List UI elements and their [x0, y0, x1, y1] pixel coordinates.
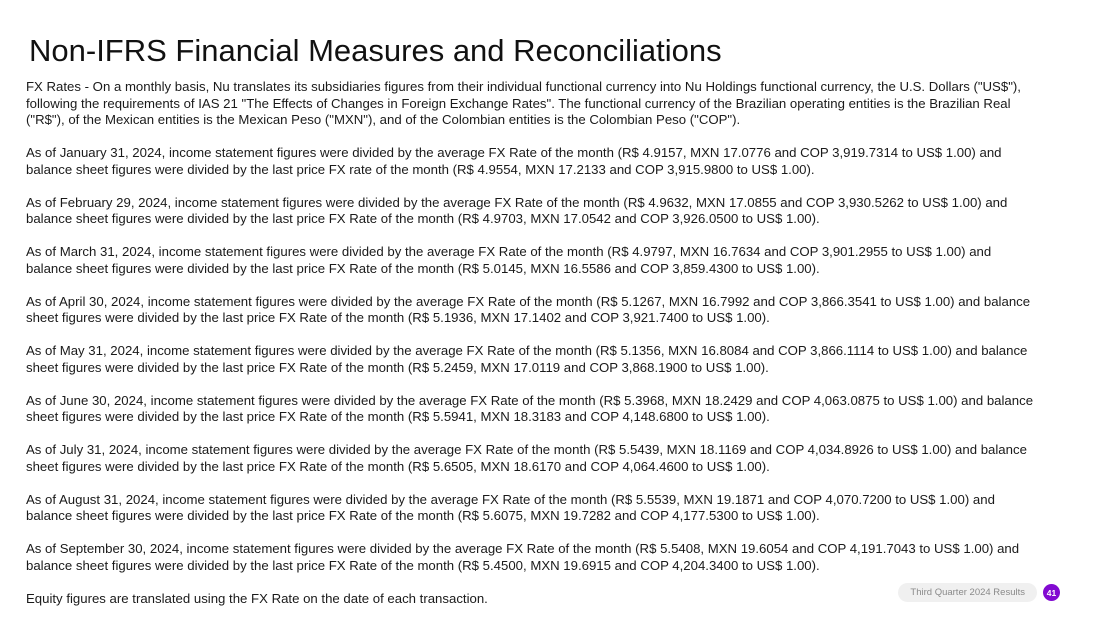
paragraph-june: As of June 30, 2024, income statement figures were divided by the average FX Rate of the month (R$ 5.3968, MXN 18.2429 and COP 4,063.0875 to US$ 1.00) and balance sheet figures were divided by the last price FX Rate of the month (R$ 5.5941, MXN 18.3183 and COP 4,148.6800 to US$ 1.00). [26, 392, 1034, 424]
paragraph-september: As of September 30, 2024, income statement figures were divided by the average FX Rate of the month (R$ 5.5408, MXN 19.6054 and COP 4,191.7043 to US$ 1.00) and balance sheet figures were divided by the last price FX Rate of the month (R$ 5.4500, MXN 19.6915 and COP 4,204.3400 to US$ 1.00). [26, 541, 1020, 573]
page-number-badge: 41 [1043, 584, 1060, 601]
footer [898, 583, 1060, 602]
paragraph-july: As of July 31, 2024, income statement figures were divided by the average FX Rate of the month (R$ 5.5439, MXN 18.1169 and COP 4,034.8926 to US$ 1.00) and balance sheet figures were divided by the last price FX Rate of the month (R$ 5.6505, MXN 18.6170 and COP 4,064.4600 to US$ 1.00). [26, 442, 1027, 474]
paragraph-fx-rates-intro: FX Rates - On a monthly basis, Nu translates its subsidiaries figures from their individual functional currency into Nu Holdings functional currency, the U.S. Dollars ("US$"), following the requirements of IAS 21 "The Effects of Changes in Foreign Exchange Rates". The functional currency of the Brazilian operating entities is the Brazilian Real ("R$"), of the Mexican entities is the Mexican Peso ("MXN"), and of the Colombian entities is the Colombian Peso ("COP"). [26, 79, 1021, 127]
body-text [26, 79, 1036, 624]
page-title: Non-IFRS Financial Measures and Reconciliations [29, 33, 722, 68]
paragraph-august: As of August 31, 2024, income statement figures were divided by the average FX Rate of the month (R$ 5.5539, MXN 19.1871 and COP 4,070.7200 to US$ 1.00) and balance sheet figures were divided by the last price FX Rate of the month (R$ 5.6075, MXN 19.7282 and COP 4,177.5300 to US$ 1.00). [26, 491, 995, 523]
paragraph-may: As of May 31, 2024, income statement figures were divided by the average FX Rate of the month (R$ 5.1356, MXN 16.8084 and COP 3,866.1114 to US$ 1.00) and balance sheet figures were divided by the last price FX Rate of the month (R$ 5.2459, MXN 17.0119 and COP 3,868.1900 to US$ 1.00). [26, 343, 1028, 375]
paragraph-february: As of February 29, 2024, income statement figures were divided by the average FX Rate of the month (R$ 4.9632, MXN 17.0855 and COP 3,930.5262 to US$ 1.00) and balance sheet figures were divided by the last price FX Rate of the month (R$ 4.9703, MXN 17.0542 and COP 3,926.0500 to US$ 1.00). [26, 194, 1008, 226]
paragraph-equity: Equity figures are translated using the FX Rate on the date of each transaction. [26, 590, 488, 606]
footer-report-label: Third Quarter 2024 Results [898, 583, 1037, 602]
paragraph-april: As of April 30, 2024, income statement figures were divided by the average FX Rate of the month (R$ 5.1267, MXN 16.7992 and COP 3,866.3541 to US$ 1.00) and balance sheet figures were divided by the last price FX Rate of the month (R$ 5.1936, MXN 17.1402 and COP 3,921.7400 to US$ 1.00). [26, 293, 1031, 325]
paragraph-january: As of January 31, 2024, income statement figures were divided by the average FX Rate of the month (R$ 4.9157, MXN 17.0776 and COP 3,919.7314 to US$ 1.00) and balance sheet figures were divided by the last price FX rate of the month (R$ 4.9554, MXN 17.2133 and COP 3,915.9800 to US$ 1.00). [26, 145, 1002, 177]
paragraph-march: As of March 31, 2024, income statement figures were divided by the average FX Rate of the month (R$ 4.9797, MXN 16.7634 and COP 3,901.2955 to US$ 1.00) and balance sheet figures were divided by the last price FX Rate of the month (R$ 5.0145, MXN 16.5586 and COP 3,859.4300 to US$ 1.00). [26, 244, 992, 276]
